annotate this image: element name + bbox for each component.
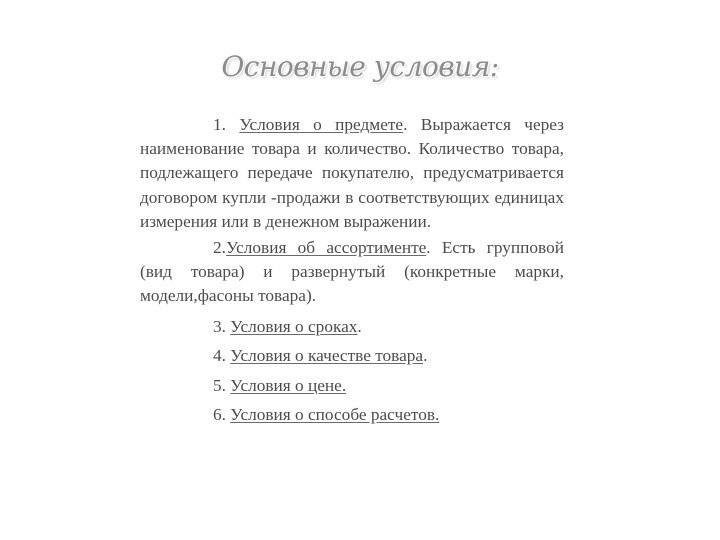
link-assortment-conditions[interactable]: Условия об ассортименте [225, 238, 427, 258]
slide-title: Основные условия: [221, 50, 499, 83]
paragraph-text: . Есть групповой (вид товара) и развернутый (конкретные марки, модели,фасоны товара). [140, 238, 564, 306]
link-price-conditions[interactable]: Условия о цене. [230, 375, 347, 395]
item-number: 4. [213, 346, 231, 366]
list-item [140, 312, 564, 342]
link-subject-conditions[interactable]: Условия о предмете [239, 115, 404, 134]
paragraph-number: 1. [213, 115, 240, 134]
paragraph-subject-conditions [140, 113, 564, 234]
conditions-list [140, 312, 564, 430]
item-punctuation: . [423, 346, 428, 366]
paragraph-number: 2. [213, 238, 226, 258]
item-punctuation: . [357, 316, 362, 336]
list-item [140, 341, 564, 371]
link-terms-conditions[interactable]: Условия о сроках [230, 316, 358, 336]
paragraph-text: . Выражается через наименование товара и количество. Количество товара, подлежащего передаче покупателю, предусматривается договором купли -продажи в соответствующих единицах измерения или в денежном выражении. [140, 115, 564, 231]
link-payment-conditions[interactable]: Условия о способе расчетов. [230, 405, 440, 425]
item-number: 5. [213, 375, 231, 395]
list-item [140, 400, 564, 430]
link-quality-conditions[interactable]: Условия о качестве товара [230, 346, 424, 366]
paragraph-assortment-conditions [140, 236, 564, 309]
slide-body [140, 113, 564, 430]
item-number: 3. [213, 316, 231, 336]
item-number: 6. [213, 405, 231, 425]
list-item [140, 371, 564, 401]
